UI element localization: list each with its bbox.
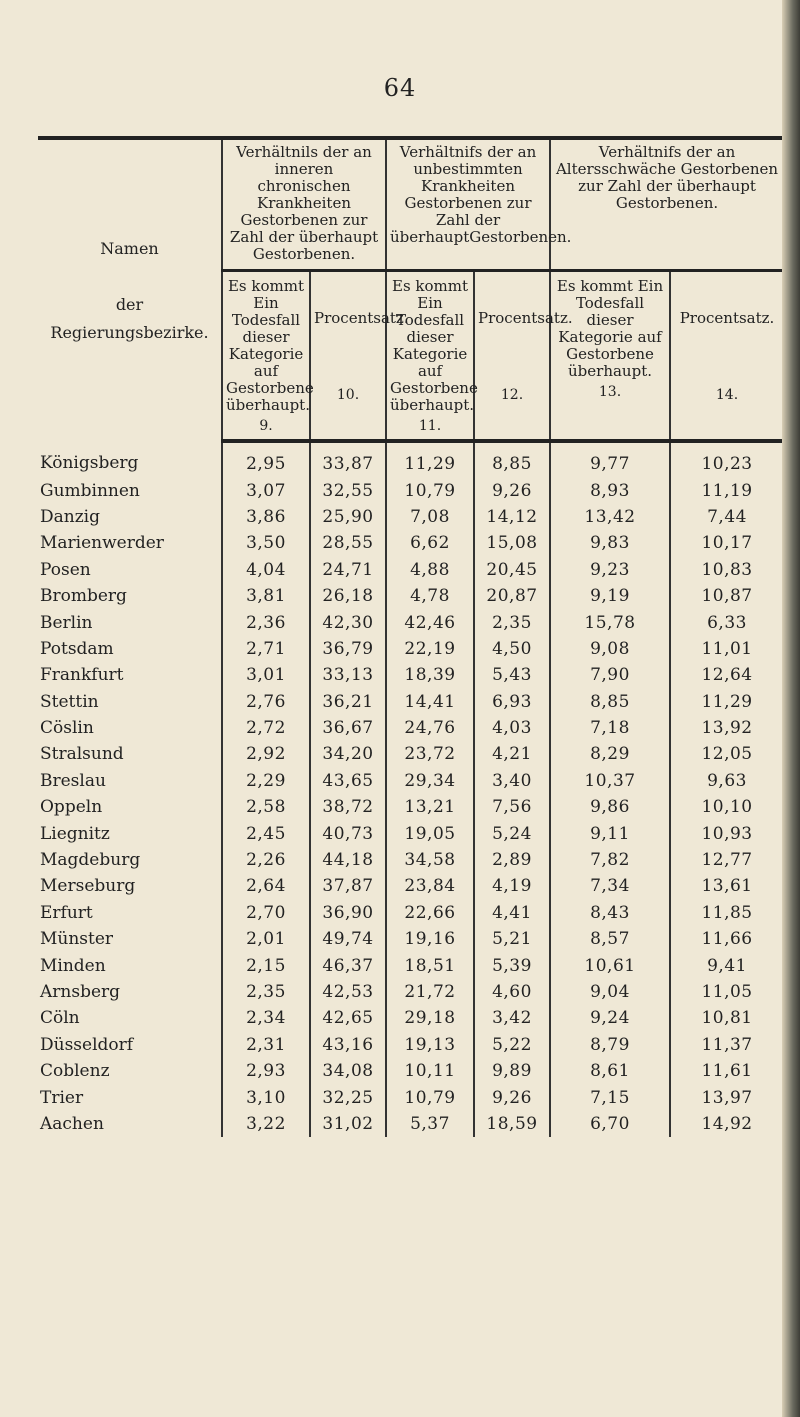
value-c13: 7,82 — [550, 847, 670, 873]
value-c12: 7,56 — [474, 794, 550, 820]
value-c11: 10,11 — [386, 1058, 474, 1084]
regierungsbezirke-label: Regierungsbezirke. — [50, 322, 209, 342]
region-name: Posen — [40, 559, 91, 580]
value-c14: 10,17 — [670, 530, 783, 556]
value-c10: 44,18 — [310, 847, 386, 873]
value-c10: 24,71 — [310, 557, 386, 583]
table-row — [38, 1058, 783, 1084]
table-row — [38, 557, 783, 583]
value-c9: 2,93 — [222, 1058, 310, 1084]
value-c9: 2,36 — [222, 609, 310, 635]
value-c13: 8,57 — [550, 926, 670, 952]
region-name: Stralsund — [40, 744, 124, 765]
table-row — [38, 873, 783, 899]
value-c14: 6,33 — [670, 609, 783, 635]
value-c13: 8,85 — [550, 689, 670, 715]
col13-header-text: Es kommt Ein Todesfall dieser Kategorie auf Gestorbene überhaupt. — [556, 277, 664, 380]
value-c10: 28,55 — [310, 530, 386, 556]
value-c9: 2,70 — [222, 900, 310, 926]
value-c12: 8,85 — [474, 441, 550, 477]
value-c11: 19,05 — [386, 820, 474, 846]
value-c10: 31,02 — [310, 1111, 386, 1137]
region-name: Potsdam — [40, 638, 114, 659]
region-name: Stettin — [40, 691, 99, 712]
region-name: Liegnitz — [40, 823, 110, 844]
value-c11: 24,76 — [386, 715, 474, 741]
region-name: Cöln — [40, 1008, 80, 1029]
value-c13: 9,11 — [550, 820, 670, 846]
value-c10: 36,21 — [310, 689, 386, 715]
value-c9: 2,01 — [222, 926, 310, 952]
value-c14: 11,19 — [670, 477, 783, 503]
value-c14: 10,10 — [670, 794, 783, 820]
value-c13: 9,86 — [550, 794, 670, 820]
value-c13: 9,23 — [550, 557, 670, 583]
value-c11: 29,34 — [386, 768, 474, 794]
region-name: Königsberg — [40, 453, 139, 474]
table-row — [38, 689, 783, 715]
value-c12: 4,21 — [474, 741, 550, 767]
table-row — [38, 1032, 783, 1058]
region-name: Erfurt — [40, 902, 93, 923]
col14-number: 14. — [715, 386, 739, 403]
page-number: 64 — [383, 74, 417, 102]
value-c12: 5,24 — [474, 820, 550, 846]
region-name: Merseburg — [40, 876, 136, 897]
value-c12: 6,93 — [474, 689, 550, 715]
value-c12: 3,40 — [474, 768, 550, 794]
value-c13: 8,43 — [550, 900, 670, 926]
region-name: Coblenz — [40, 1061, 110, 1082]
value-c11: 23,72 — [386, 741, 474, 767]
value-c12: 5,39 — [474, 952, 550, 978]
mortality-table — [38, 136, 783, 1137]
table-row — [38, 441, 783, 477]
table-row — [38, 530, 783, 556]
value-c9: 2,71 — [222, 636, 310, 662]
value-c9: 2,15 — [222, 952, 310, 978]
table-row — [38, 636, 783, 662]
value-c14: 10,23 — [670, 441, 783, 477]
region-name: Breslau — [40, 770, 106, 791]
table-row — [38, 715, 783, 741]
value-c9: 3,10 — [222, 1084, 310, 1110]
col11-number: 11. — [418, 418, 442, 434]
region-name: Arnsberg — [40, 982, 121, 1002]
value-c14: 7,44 — [670, 504, 783, 530]
region-name: Frankfurt — [40, 665, 124, 686]
table-row — [38, 1084, 783, 1110]
value-c11: 6,62 — [386, 530, 474, 556]
namen-label: Namen — [100, 238, 159, 258]
region-column-header — [38, 138, 222, 441]
value-c9: 2,64 — [222, 873, 310, 899]
value-c12: 9,89 — [474, 1058, 550, 1084]
value-c10: 33,13 — [310, 662, 386, 688]
value-c10: 40,73 — [310, 820, 386, 846]
value-c10: 38,72 — [310, 794, 386, 820]
table-row — [38, 741, 783, 767]
value-c10: 37,87 — [310, 873, 386, 899]
value-c11: 13,21 — [386, 794, 474, 820]
value-c9: 2,72 — [222, 715, 310, 741]
value-c11: 18,51 — [386, 952, 474, 978]
value-c12: 15,08 — [474, 530, 550, 556]
region-name: Münster — [40, 929, 114, 950]
value-c14: 9,63 — [670, 768, 783, 794]
value-c13: 7,90 — [550, 662, 670, 688]
value-c11: 10,79 — [386, 1084, 474, 1110]
value-c9: 2,95 — [222, 441, 310, 477]
value-c14: 11,61 — [670, 1058, 783, 1084]
value-c14: 13,97 — [670, 1084, 783, 1110]
value-c13: 9,77 — [550, 441, 670, 477]
value-c9: 2,31 — [222, 1032, 310, 1058]
value-c12: 9,26 — [474, 477, 550, 503]
value-c14: 12,77 — [670, 847, 783, 873]
value-c13: 6,70 — [550, 1111, 670, 1137]
group-header-chronic: Verhältnils der an inneren chronischen Krankheiten Gestorbenen zur Zahl der überhaupt Gestorbenen. — [222, 138, 386, 271]
value-c10: 42,65 — [310, 1005, 386, 1031]
value-c10: 46,37 — [310, 952, 386, 978]
value-c14: 12,05 — [670, 741, 783, 767]
value-c12: 9,26 — [474, 1084, 550, 1110]
value-c10: 36,79 — [310, 636, 386, 662]
table-row — [38, 504, 783, 530]
value-c13: 9,83 — [550, 530, 670, 556]
value-c13: 10,61 — [550, 952, 670, 978]
region-name: Düsseldorf — [40, 1034, 134, 1055]
value-c14: 10,83 — [670, 557, 783, 583]
table-row — [38, 768, 783, 794]
value-c9: 3,01 — [222, 662, 310, 688]
value-c13: 8,93 — [550, 477, 670, 503]
value-c9: 4,04 — [222, 557, 310, 583]
value-c13: 7,18 — [550, 715, 670, 741]
value-c12: 20,45 — [474, 557, 550, 583]
col9-header-text: Es kommt Ein Todesfall dieser Kategorie auf Gestorbene überhaupt. — [226, 277, 314, 414]
value-c13: 9,08 — [550, 636, 670, 662]
value-c14: 13,61 — [670, 873, 783, 899]
col12-header — [474, 271, 573, 442]
value-c11: 34,58 — [386, 847, 474, 873]
region-name: Aachen — [40, 1113, 104, 1134]
table-row — [38, 900, 783, 926]
region-name: Trier — [40, 1087, 84, 1108]
table-row — [38, 583, 783, 609]
value-c10: 42,53 — [310, 979, 386, 1005]
value-c10: 32,55 — [310, 477, 386, 503]
value-c12: 4,60 — [474, 979, 550, 1005]
value-c12: 4,50 — [474, 636, 550, 662]
value-c9: 2,35 — [222, 979, 310, 1005]
value-c9: 3,81 — [222, 583, 310, 609]
value-c12: 5,43 — [474, 662, 550, 688]
col11-header — [386, 271, 478, 442]
col12-number: 12. — [500, 386, 524, 403]
value-c13: 13,42 — [550, 504, 670, 530]
value-c12: 3,42 — [474, 1005, 550, 1031]
value-c12: 20,87 — [474, 583, 550, 609]
value-c13: 9,04 — [550, 979, 670, 1005]
value-c13: 8,29 — [550, 741, 670, 767]
value-c12: 4,03 — [474, 715, 550, 741]
value-c11: 29,18 — [386, 1005, 474, 1031]
value-c13: 7,15 — [550, 1084, 670, 1110]
table-row — [38, 609, 783, 635]
col13-number: 13. — [598, 384, 622, 400]
value-c9: 3,07 — [222, 477, 310, 503]
table-body — [38, 441, 783, 1137]
value-c11: 23,84 — [386, 873, 474, 899]
value-c9: 2,45 — [222, 820, 310, 846]
value-c13: 15,78 — [550, 609, 670, 635]
table-row — [38, 1005, 783, 1031]
value-c12: 5,22 — [474, 1032, 550, 1058]
table-row — [38, 979, 783, 1005]
value-c14: 13,92 — [670, 715, 783, 741]
value-c14: 11,01 — [670, 636, 783, 662]
col10-header-text: Procentsatz. — [314, 308, 409, 327]
table-row — [38, 926, 783, 952]
table-row — [38, 952, 783, 978]
value-c12: 4,41 — [474, 900, 550, 926]
col9-number: 9. — [259, 418, 273, 434]
value-c9: 2,34 — [222, 1005, 310, 1031]
value-c9: 2,26 — [222, 847, 310, 873]
value-c14: 10,93 — [670, 820, 783, 846]
value-c10: 36,67 — [310, 715, 386, 741]
value-c13: 9,19 — [550, 583, 670, 609]
value-c11: 7,08 — [386, 504, 474, 530]
value-c14: 12,64 — [670, 662, 783, 688]
value-c11: 19,16 — [386, 926, 474, 952]
table-row — [38, 477, 783, 503]
value-c11: 4,78 — [386, 583, 474, 609]
value-c10: 32,25 — [310, 1084, 386, 1110]
value-c13: 7,34 — [550, 873, 670, 899]
value-c13: 10,37 — [550, 768, 670, 794]
value-c12: 18,59 — [474, 1111, 550, 1137]
group-header-undetermined: Verhältnifs der an unbestimmten Krankheiten Gestorbenen zur Zahl der überhauptGestorbenen. — [386, 138, 550, 271]
value-c12: 2,35 — [474, 609, 550, 635]
table-row — [38, 662, 783, 688]
value-c10: 26,18 — [310, 583, 386, 609]
value-c11: 14,41 — [386, 689, 474, 715]
statistics-table-wrapper — [38, 136, 790, 1137]
col11-header-text: Es kommt Ein Todesfall dieser Kategorie auf Gestorbene überhaupt. — [390, 277, 478, 414]
value-c10: 49,74 — [310, 926, 386, 952]
value-c10: 34,20 — [310, 741, 386, 767]
value-c11: 10,79 — [386, 477, 474, 503]
region-name: Gumbinnen — [40, 480, 140, 501]
value-c10: 42,30 — [310, 609, 386, 635]
col14-header — [670, 271, 783, 442]
value-c13: 8,79 — [550, 1032, 670, 1058]
value-c10: 43,65 — [310, 768, 386, 794]
value-c9: 2,58 — [222, 794, 310, 820]
region-name: Cöslin — [40, 718, 94, 739]
value-c11: 22,19 — [386, 636, 474, 662]
value-c14: 10,81 — [670, 1005, 783, 1031]
value-c11: 42,46 — [386, 609, 474, 635]
value-c14: 10,87 — [670, 583, 783, 609]
region-name: Danzig — [40, 506, 100, 527]
col9-header — [222, 271, 314, 442]
value-c14: 11,37 — [670, 1032, 783, 1058]
value-c11: 18,39 — [386, 662, 474, 688]
value-c10: 25,90 — [310, 504, 386, 530]
group-header-old-age: Verhältnifs der an Altersschwäche Gestorbenen zur Zahl der überhaupt Gestorbenen. — [550, 138, 783, 271]
der-label: der — [115, 294, 144, 314]
col10-header — [310, 271, 409, 442]
col13-header — [550, 271, 670, 442]
col14-header-text: Procentsatz. — [679, 308, 775, 327]
value-c14: 14,92 — [670, 1111, 783, 1137]
col12-header-text: Procentsatz. — [478, 308, 573, 327]
page-edge-shadow — [782, 0, 800, 1417]
value-c9: 2,92 — [222, 741, 310, 767]
value-c12: 5,21 — [474, 926, 550, 952]
value-c14: 11,66 — [670, 926, 783, 952]
region-name: Minden — [40, 955, 106, 976]
value-c12: 4,19 — [474, 873, 550, 899]
value-c11: 11,29 — [386, 441, 474, 477]
value-c10: 36,90 — [310, 900, 386, 926]
value-c11: 5,37 — [386, 1111, 474, 1137]
value-c11: 21,72 — [386, 979, 474, 1005]
value-c14: 11,85 — [670, 900, 783, 926]
region-name: Berlin — [40, 612, 93, 633]
region-name: Oppeln — [40, 797, 103, 818]
value-c13: 9,24 — [550, 1005, 670, 1031]
value-c9: 2,76 — [222, 689, 310, 715]
value-c9: 3,22 — [222, 1111, 310, 1137]
value-c14: 9,41 — [670, 952, 783, 978]
table-row — [38, 794, 783, 820]
table-row — [38, 820, 783, 846]
value-c11: 4,88 — [386, 557, 474, 583]
region-name: Marienwerder — [40, 533, 164, 554]
value-c9: 2,29 — [222, 768, 310, 794]
value-c12: 14,12 — [474, 504, 550, 530]
value-c14: 11,05 — [670, 979, 783, 1005]
value-c10: 43,16 — [310, 1032, 386, 1058]
value-c9: 3,86 — [222, 504, 310, 530]
table-row — [38, 1111, 783, 1137]
value-c11: 19,13 — [386, 1032, 474, 1058]
table-row — [38, 847, 783, 873]
value-c12: 2,89 — [474, 847, 550, 873]
region-name: Bromberg — [40, 586, 127, 607]
value-c13: 8,61 — [550, 1058, 670, 1084]
col10-number: 10. — [336, 386, 360, 403]
value-c14: 11,29 — [670, 689, 783, 715]
value-c9: 3,50 — [222, 530, 310, 556]
value-c10: 33,87 — [310, 441, 386, 477]
region-name: Magdeburg — [40, 850, 141, 871]
value-c10: 34,08 — [310, 1058, 386, 1084]
value-c11: 22,66 — [386, 900, 474, 926]
